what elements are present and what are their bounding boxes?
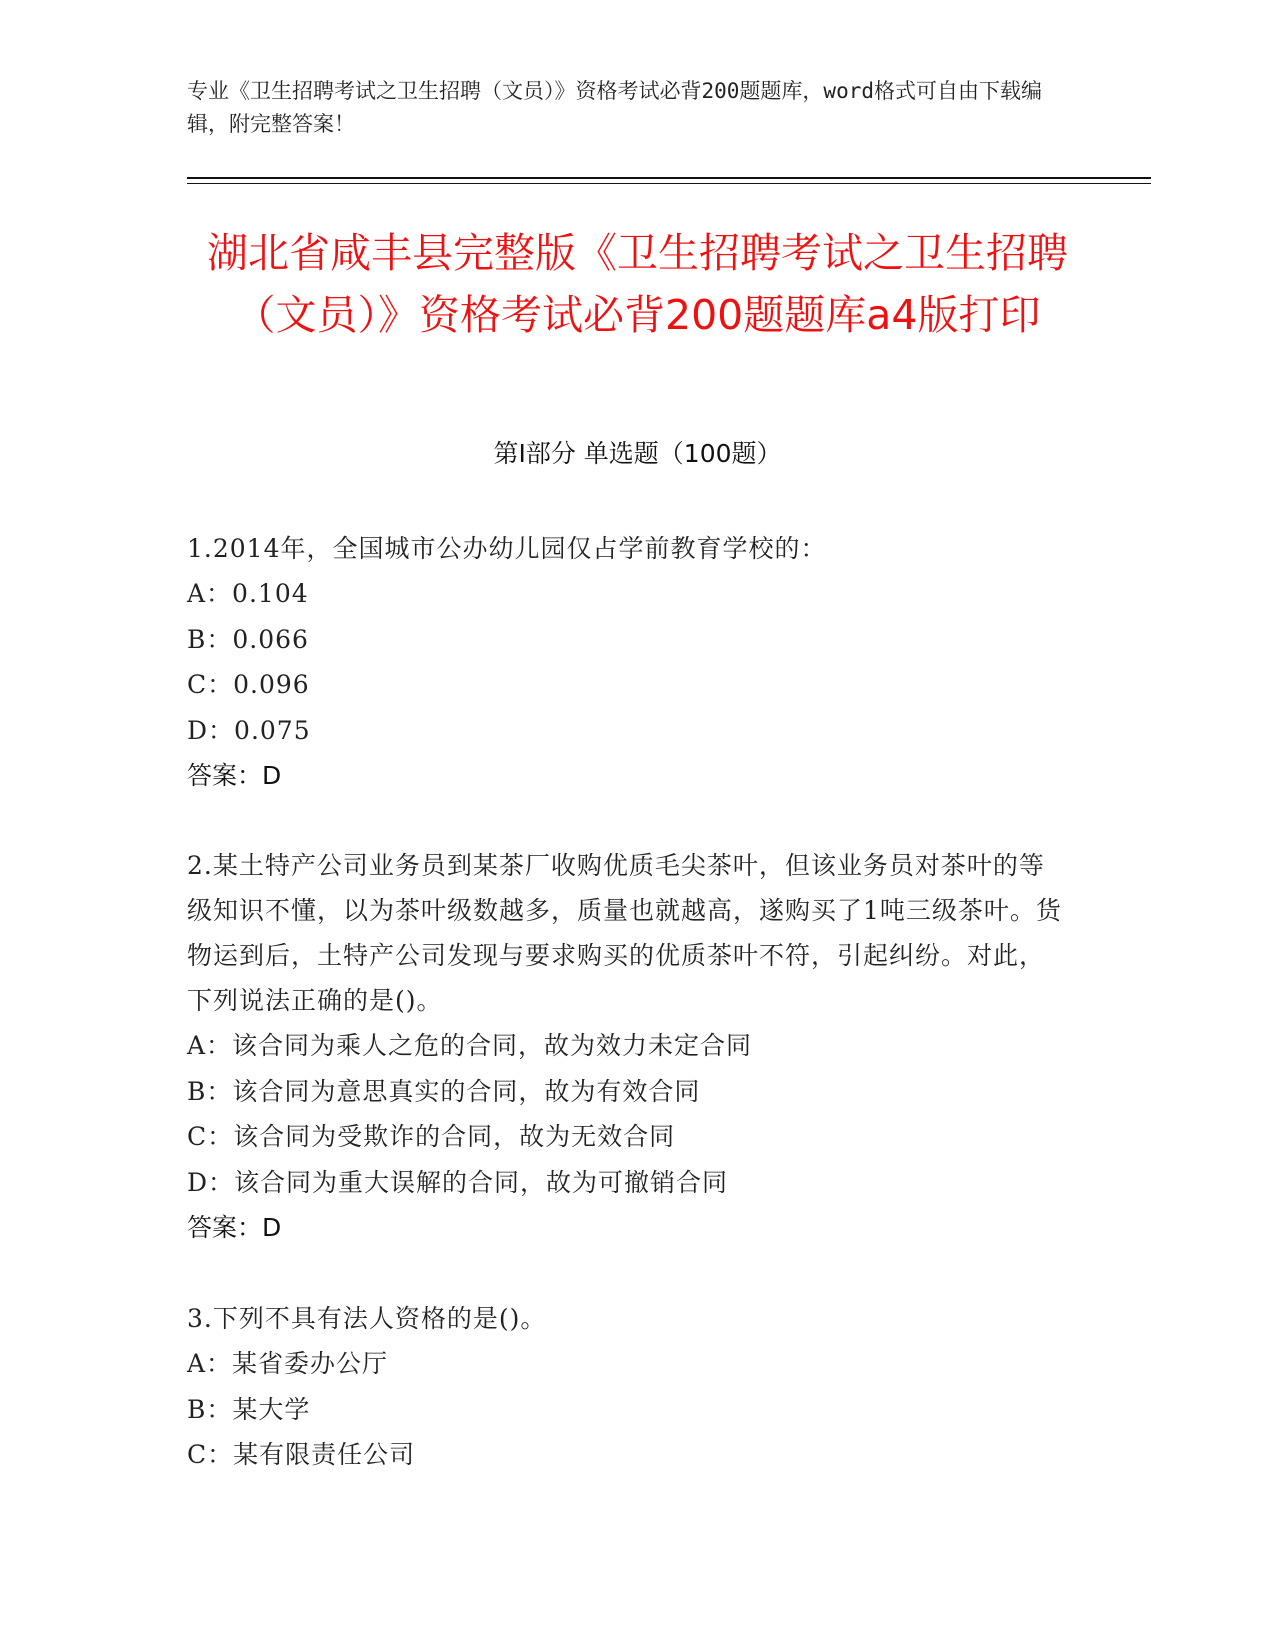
question-stem: 2.某土特产公司业务员到某茶厂收购优质毛尖茶叶，但该业务员对茶叶的等级知识不懂，以为茶叶级数越多，质量也就越高，遂购买了1吨三级茶叶。货物运到后，土特产公司发现与要求购买的优质茶叶不符，引起纠纷。对此，下列说法正确的是()。	[187, 851, 1062, 1015]
header-divider-thin	[187, 183, 1151, 184]
option-c: C：某有限责任公司	[187, 1440, 416, 1469]
question-stem: 3.下列不具有法人资格的是()。	[187, 1304, 547, 1333]
section-heading: 第Ⅰ部分 单选题（100题）	[493, 439, 782, 468]
question-2	[187, 843, 1067, 1251]
option-c: C：该合同为受欺诈的合同，故为无效合同	[187, 1122, 676, 1151]
option-a: A：该合同为乘人之危的合同，故为效力未定合同	[187, 1031, 753, 1060]
option-b: B：某大学	[187, 1394, 311, 1424]
header-divider-thick	[187, 177, 1151, 179]
option-b: B：该合同为意思真实的合同，故为有效合同	[187, 1076, 701, 1106]
option-a: A：某省委办公厅	[187, 1349, 389, 1378]
option-a: A：0.104	[187, 579, 309, 608]
question-3	[187, 1296, 1067, 1478]
option-d: D：该合同为重大误解的合同，故为可撤销合同	[187, 1167, 729, 1197]
answer: 答案：D	[187, 761, 282, 790]
question-stem: 1.2014年，全国城市公办幼儿园仅占学前教育学校的：	[187, 534, 827, 563]
answer: 答案：D	[187, 1213, 282, 1242]
header-note: 专业《卫生招聘考试之卫生招聘（文员）》资格考试必背200题题库，word格式可自由下载编辑，附完整答案！	[187, 79, 1042, 136]
option-c: C：0.096	[187, 670, 310, 699]
document-title: 湖北省咸丰县完整版《卫生招聘考试之卫生招聘（文员）》资格考试必背200题题库a4版打印	[207, 229, 1068, 339]
question-1	[187, 526, 1067, 799]
option-b: B：0.066	[187, 624, 309, 654]
option-d: D：0.075	[187, 715, 311, 745]
